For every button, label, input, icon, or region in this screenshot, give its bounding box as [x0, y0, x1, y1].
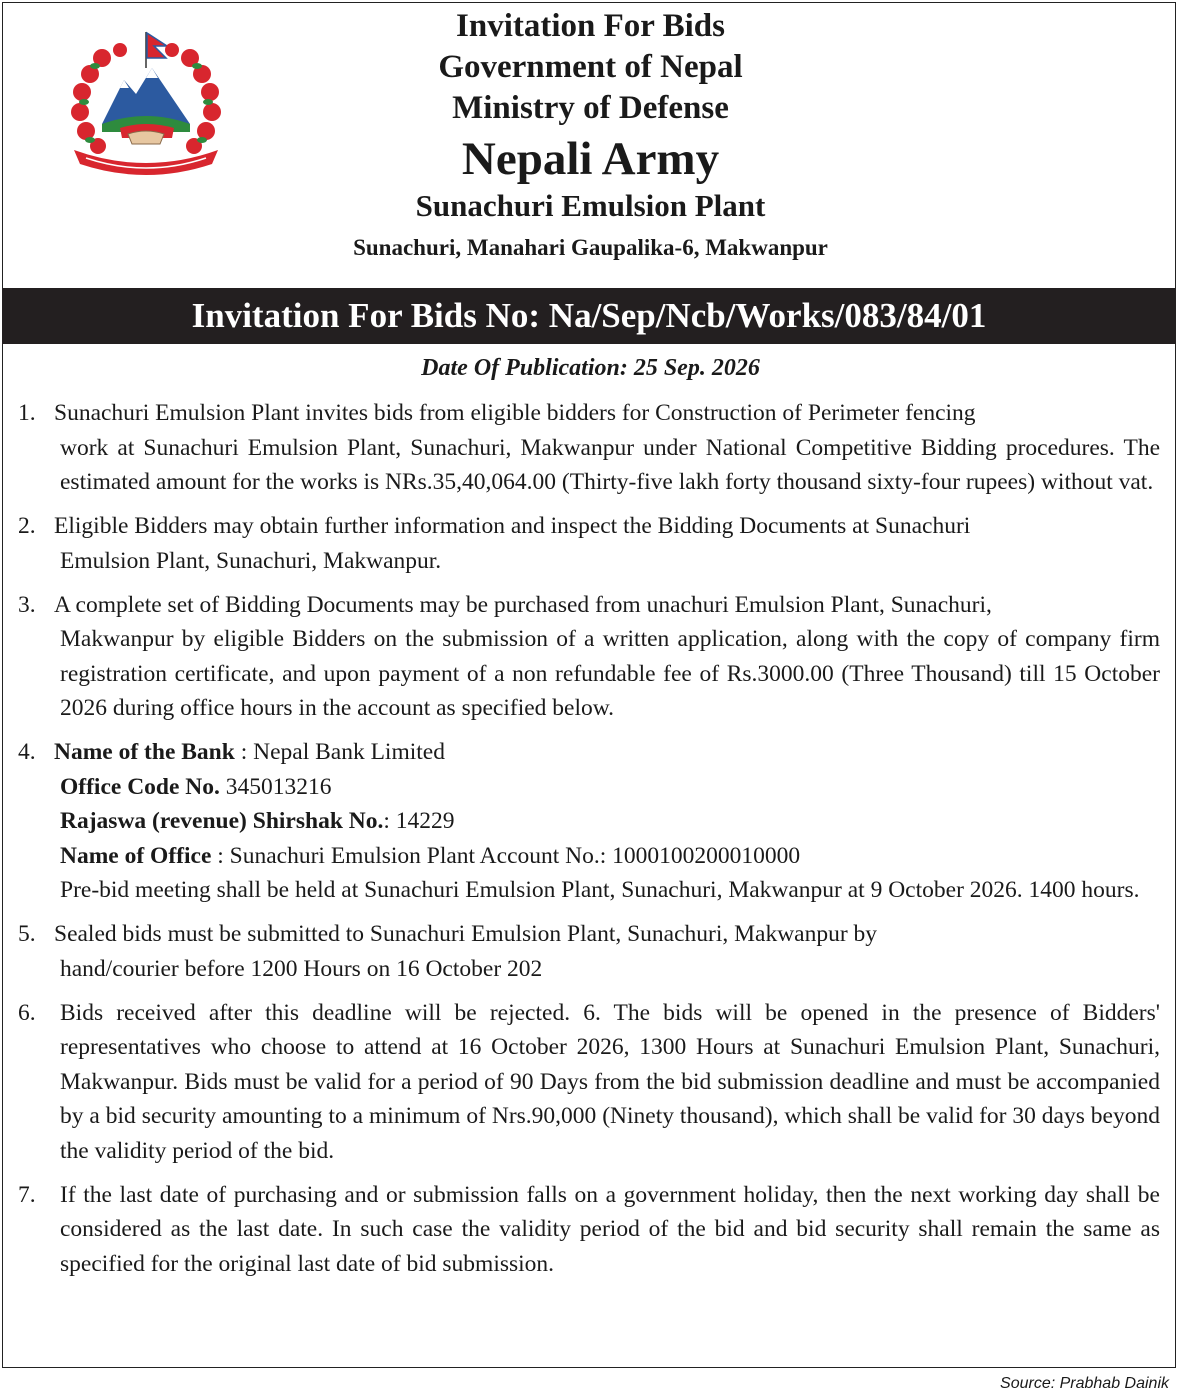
item-text: Emulsion Plant, Sunachuri, Makwanpur.	[60, 547, 442, 574]
rajaswa-label: Rajaswa (revenue) Shirshak No.	[60, 808, 384, 834]
list-item	[18, 996, 1160, 1169]
list-item	[18, 509, 1160, 578]
notice-body	[18, 396, 1160, 1291]
bank-name-value: : Nepal Bank Limited	[234, 739, 445, 765]
header-ministry: Ministry of Defense	[452, 90, 729, 126]
item-number: 2.	[18, 513, 36, 539]
list-item	[18, 735, 1160, 908]
header-plant: Sunachuri Emulsion Plant	[415, 188, 766, 223]
source-credit: Source: Prabhab Dainik	[1000, 1375, 1169, 1392]
item-number: 6.	[18, 999, 36, 1026]
item-text: If the last date of purchasing and or submission falls on a government holiday, then the next working day shall be considered as the last date. In such case the validity period of the bid and bid security shall remain the same as specified for the original last date of bid submission.	[60, 1181, 1160, 1277]
publication-date: Date Of Publication: 25 Sep. 2026	[421, 355, 760, 381]
list-item	[18, 1178, 1160, 1282]
item-text: work at Sunachuri Emulsion Plant, Sunachuri, Makwanpur under National Competitive Bidding procedures. The estimated amount for the works is NRs.35,40,064.00 (Thirty-five lakh forty thousand sixty-four rupees) without vat.	[60, 434, 1160, 495]
office-name-line	[60, 839, 1160, 874]
prebid-meeting-text: Pre-bid meeting shall be held at Sunachuri Emulsion Plant, Sunachuri, Makwanpur at 9 October 2026. 1400 hours.	[60, 877, 1140, 903]
item-number: 1.	[18, 400, 36, 426]
list-item	[18, 917, 1160, 986]
rajaswa-line	[60, 804, 1160, 839]
bank-name-label: Name of the Bank	[54, 739, 235, 765]
bid-number-banner: Invitation For Bids No: Na/Sep/Ncb/Works/083/84/01	[2, 288, 1176, 344]
item-text: hand/courier before 1200 Hours on 16 October 202	[60, 955, 543, 982]
office-name-label: Name of Office	[60, 842, 212, 869]
item-number: 7.	[18, 1181, 36, 1208]
office-name-value: : Sunachuri Emulsion Plant Account No.: 1000100200010000	[211, 842, 801, 869]
list-item	[18, 588, 1160, 726]
item-text: Sealed bids must be submitted to Sunachuri Emulsion Plant, Sunachuri, Makwanpur by	[54, 921, 878, 947]
list-item	[18, 396, 1160, 500]
item-number: 5.	[18, 921, 36, 947]
header-title: Invitation For Bids	[456, 8, 725, 44]
header-government: Government of Nepal	[438, 49, 743, 85]
office-code-value: 345013216	[219, 773, 332, 800]
office-code-line	[60, 770, 1160, 805]
office-code-label: Office Code No.	[60, 773, 220, 800]
item-text: Eligible Bidders may obtain further information and inspect the Bidding Documents at Sunachuri	[54, 513, 971, 539]
header-address: Sunachuri, Manahari Gaupalika-6, Makwanpur	[353, 235, 828, 260]
item-text: Bids received after this deadline will be rejected. 6. The bids will be opened in the presence of Bidders' representatives who choose to attend at 16 October 2026, 1300 Hours at Sunachuri Emulsion Plant, Sunachuri, Makwanpur. Bids must be valid for a period of 90 Days from the bid submission deadline and must be accompanied by a bid security amounting to a minimum of Nrs.90,000 (Ninety thousand), which shall be valid for 30 days beyond the validity period of the bid.	[60, 999, 1160, 1164]
item-number: 4.	[18, 739, 36, 765]
item-text: A complete set of Bidding Documents may be purchased from unachuri Emulsion Plant, Sunachuri,	[54, 591, 992, 618]
rajaswa-value: : 14229	[383, 808, 455, 834]
item-text: Sunachuri Emulsion Plant invites bids from eligible bidders for Construction of Perimeter fencing	[54, 400, 976, 426]
bank-name-line	[54, 735, 1160, 770]
item-text: Makwanpur by eligible Bidders on the submission of a written application, along with the copy of company firm registration certificate, and upon payment of a non refundable fee of Rs.3000.00 (Three Thousand) till 15 October 2026 during office hours in the account as specified below.	[60, 626, 1160, 721]
header-army: Nepali Army	[461, 133, 720, 185]
notice-header	[0, 6, 1181, 263]
item-number: 3.	[18, 591, 36, 618]
